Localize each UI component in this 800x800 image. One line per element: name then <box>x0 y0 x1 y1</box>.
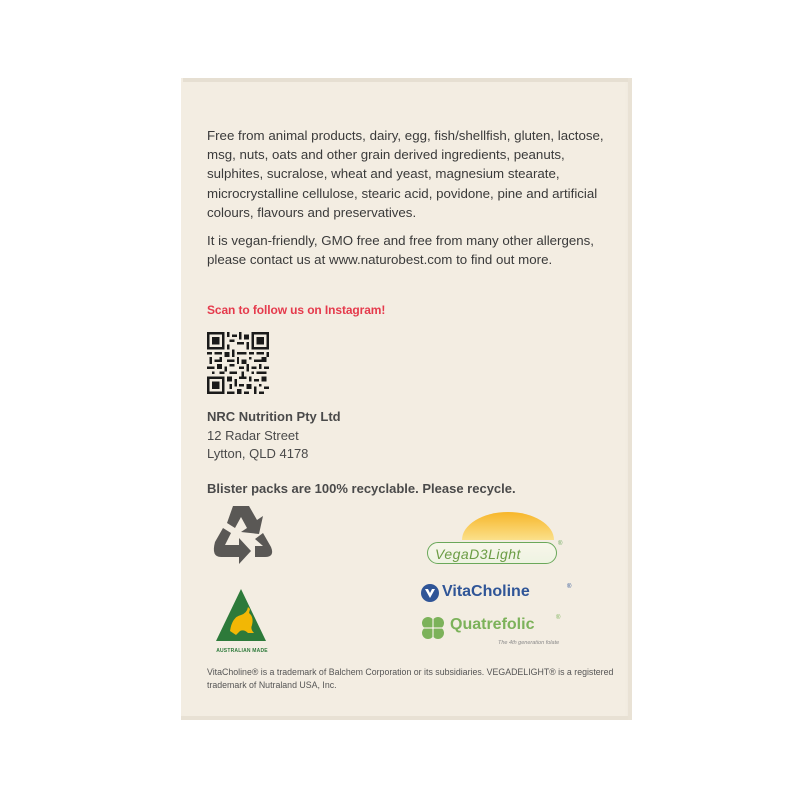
recycle-icon <box>205 502 277 570</box>
instagram-cta: Scan to follow us on Instagram! <box>207 303 386 317</box>
box-right-edge <box>628 78 632 720</box>
address-line-1: 12 Radar Street <box>207 428 299 443</box>
box-bottom-edge <box>181 716 632 720</box>
vitacholine-icon <box>420 583 440 603</box>
quatrefolic-logo: Quatrefolic <box>450 616 535 633</box>
trademark-note: VitaCholine® is a trademark of Balchem Corporation or its subsidiaries. VEGADELIGHT® is a registered trademark of Nutraland USA, Inc. <box>207 667 614 690</box>
vitacholine-logo: VitaCholine <box>442 583 530 600</box>
vegad3-logo: VegaD3Light <box>427 542 557 564</box>
quatrefolic-tagline: The 4th generation folate <box>498 640 560 646</box>
recycle-note: Blister packs are 100% recyclable. Please recycle. <box>207 481 516 496</box>
vitacholine-registered-mark: ® <box>567 584 572 590</box>
australian-made-logo-icon <box>214 587 268 647</box>
company-name: NRC Nutrition Pty Ltd <box>207 409 341 424</box>
qr-code[interactable] <box>207 332 269 394</box>
free-from-paragraph: Free from animal products, dairy, egg, fish/shellfish, gluten, lactose, msg, nuts, oats and other grain derived ingredients, peanuts, sulphites, sucralose, wheat and yeast, magnesium stearate, microcrystalline cellulose, stearic acid, povidone, pine and artificial colours, flavours and preservatives. <box>207 128 604 220</box>
vegad3-sun-icon <box>460 510 556 540</box>
box-top-edge <box>183 78 630 82</box>
address-line-2: Lytton, QLD 4178 <box>207 446 309 461</box>
quatrefolic-registered-mark: ® <box>556 615 561 621</box>
vegan-paragraph: It is vegan-friendly, GMO free and free from many other allergens, please contact us at www.naturobest.com to find out more. <box>207 233 595 268</box>
vegad3-registered-mark: ® <box>558 541 563 547</box>
clover-icon <box>419 614 447 642</box>
australian-made-label: AUSTRALIAN MADE <box>216 648 268 654</box>
